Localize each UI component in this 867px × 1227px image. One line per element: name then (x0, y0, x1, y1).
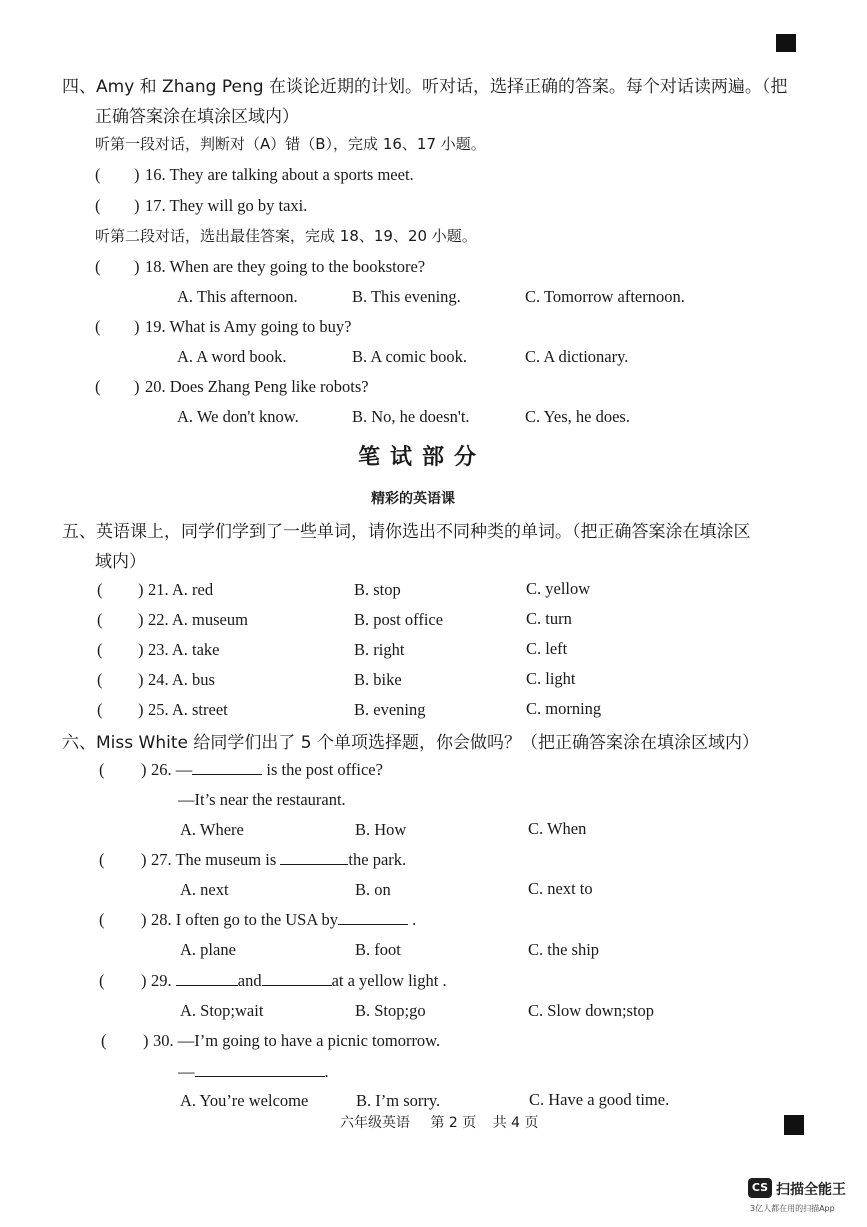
option-29-b: B. Stop;go (355, 1001, 426, 1020)
camscanner-name: 扫描全能王 (776, 1182, 846, 1198)
answer-paren-18[interactable]: ( (95, 257, 101, 276)
option-28-c: C. the ship (528, 940, 600, 959)
option-26-c: C. When (528, 819, 587, 838)
footer-subject: 六年级英语 (340, 1115, 410, 1131)
option-23-b: B. right (354, 640, 405, 659)
question-26-reply: —It’s near the restaurant. (178, 790, 346, 809)
answer-paren-28[interactable]: ( (99, 910, 105, 929)
answer-paren-close-30: ) (143, 1031, 149, 1050)
registration-mark-top (776, 34, 796, 52)
section-4-instruction-1: 听第一段对话，判断对（A）错（B），完成 16、17 小题。 (95, 135, 486, 153)
option-20-b: B. No, he doesn't. (352, 407, 470, 426)
option-23-c: C. left (526, 639, 568, 658)
question-29 (151, 971, 447, 991)
answer-paren-close-18: ) (134, 257, 140, 276)
option-27-c: C. next to (528, 879, 593, 898)
written-part-subtitle: 精彩的英语课 (371, 491, 455, 507)
option-30-c: C. Have a good time. (529, 1090, 670, 1109)
option-28-b: B. foot (355, 940, 401, 959)
question-20: 20. Does Zhang Peng like robots? (145, 377, 369, 396)
option-27-a: A. next (180, 880, 229, 899)
page-footer (340, 1112, 539, 1132)
question-27 (151, 850, 406, 870)
question-26-suffix: is the post office? (262, 760, 383, 779)
question-28-prefix: 28. I often go to the USA by (151, 910, 338, 929)
answer-blank-26 (192, 760, 262, 775)
option-18-b: B. This evening. (352, 287, 461, 306)
answer-paren-26[interactable]: ( (99, 760, 105, 779)
option-24-b: B. bike (354, 670, 402, 689)
option-18-a: A. This afternoon. (177, 287, 298, 306)
question-30-answer-line (178, 1062, 329, 1082)
option-29-a: A. Stop;wait (180, 1001, 264, 1020)
option-19-b: B. A comic book. (352, 347, 468, 366)
option-30-b: B. I’m sorry. (356, 1091, 441, 1110)
question-29-conj: and (237, 971, 262, 990)
answer-paren-close-17: ) (134, 196, 140, 215)
question-29-suffix: at a yellow light . (331, 971, 447, 990)
question-28-suffix: . (408, 910, 417, 929)
question-25: 25. A. street (148, 700, 228, 719)
question-30-period: . (324, 1062, 329, 1081)
section-6-heading: 六、Miss White 给同学们出了 5 个单项选择题，你会做吗？（把正确答案涂在填涂区域内） (62, 733, 759, 753)
option-24-c: C. light (526, 669, 576, 688)
option-18-c: C. Tomorrow afternoon. (525, 287, 685, 306)
question-28 (151, 910, 416, 930)
question-17: 17. They will go by taxi. (145, 196, 308, 215)
question-29-prefix: 29. (151, 971, 176, 990)
registration-mark-bottom (784, 1115, 804, 1135)
question-24: 24. A. bus (148, 670, 215, 689)
answer-paren-close-29: ) (141, 971, 147, 990)
answer-paren-16[interactable]: ( (95, 165, 101, 184)
answer-paren-20[interactable]: ( (95, 377, 101, 396)
option-21-c: C. yellow (526, 579, 591, 598)
option-30-a: A. You’re welcome (180, 1091, 309, 1110)
option-26-b: B. How (355, 820, 407, 839)
option-25-b: B. evening (354, 700, 426, 719)
answer-blank-28 (338, 910, 408, 925)
answer-paren-30[interactable]: ( (101, 1031, 107, 1050)
answer-paren-close-27: ) (141, 850, 147, 869)
answer-blank-30 (195, 1062, 325, 1077)
question-22: 22. A. museum (148, 610, 248, 629)
section-4-heading-cont: 正确答案涂在填涂区域内） (95, 107, 299, 127)
camscanner-logo-icon: CS (748, 1178, 772, 1198)
answer-paren-25[interactable]: ( (97, 700, 103, 719)
answer-paren-27[interactable]: ( (99, 850, 105, 869)
question-19: 19. What is Amy going to buy? (145, 317, 352, 336)
question-27-suffix: the park. (348, 850, 407, 869)
answer-paren-22[interactable]: ( (97, 610, 103, 629)
footer-page: 第 2 页 (430, 1115, 477, 1131)
answer-blank-29a (176, 971, 238, 986)
section-5-heading-cont: 域内） (95, 552, 146, 572)
option-20-a: A. We don't know. (177, 407, 299, 426)
question-21: 21. A. red (148, 580, 214, 599)
answer-paren-close-23: ) (138, 640, 144, 659)
option-27-b: B. on (355, 880, 391, 899)
answer-blank-29b (262, 971, 332, 986)
answer-paren-24[interactable]: ( (97, 670, 103, 689)
option-21-b: B. stop (354, 580, 401, 599)
answer-blank-27 (280, 850, 348, 865)
answer-paren-close-20: ) (134, 377, 140, 396)
option-29-c: C. Slow down;stop (528, 1001, 655, 1020)
footer-total: 共 4 页 (492, 1115, 539, 1131)
section-4-instruction-2: 听第二段对话，选出最佳答案，完成 18、19、20 小题。 (95, 227, 477, 245)
answer-paren-21[interactable]: ( (97, 580, 103, 599)
question-27-prefix: 27. The museum is (151, 850, 281, 869)
answer-paren-17[interactable]: ( (95, 196, 101, 215)
answer-paren-close-28: ) (141, 910, 147, 929)
answer-paren-close-24: ) (138, 670, 144, 689)
question-23: 23. A. take (148, 640, 220, 659)
answer-paren-19[interactable]: ( (95, 317, 101, 336)
question-30: 30. —I’m going to have a picnic tomorrow. (153, 1031, 441, 1050)
question-26 (151, 760, 383, 780)
answer-paren-close-16: ) (134, 165, 140, 184)
camscanner-tagline: 3亿人都在用的扫描App (750, 1204, 835, 1213)
section-4-heading: 四、Amy 和 Zhang Peng 在谈论近期的计划。听对话，选择正确的答案。每个对话读两遍。（把 (62, 77, 788, 97)
option-22-b: B. post office (354, 610, 444, 629)
answer-paren-close-25: ) (138, 700, 144, 719)
question-30-dash: — (178, 1062, 195, 1081)
option-26-a: A. Where (180, 820, 244, 839)
answer-paren-23[interactable]: ( (97, 640, 103, 659)
written-part-title: 笔试部分 (358, 445, 487, 470)
answer-paren-close-26: ) (141, 760, 147, 779)
answer-paren-close-22: ) (138, 610, 144, 629)
answer-paren-close-21: ) (138, 580, 144, 599)
option-19-a: A. A word book. (177, 347, 287, 366)
option-19-c: C. A dictionary. (525, 347, 629, 366)
answer-paren-29[interactable]: ( (99, 971, 105, 990)
option-22-c: C. turn (526, 609, 572, 628)
section-5-heading: 五、英语课上，同学们学到了一些单词，请你选出不同种类的单词。（把正确答案涂在填涂区 (62, 522, 751, 542)
option-28-a: A. plane (180, 940, 236, 959)
answer-paren-close-19: ) (134, 317, 140, 336)
question-18: 18. When are they going to the bookstore? (145, 257, 426, 276)
option-20-c: C. Yes, he does. (525, 407, 630, 426)
question-16: 16. They are talking about a sports meet. (145, 165, 414, 184)
option-25-c: C. morning (526, 699, 602, 718)
question-26-prefix: 26. — (151, 760, 193, 779)
